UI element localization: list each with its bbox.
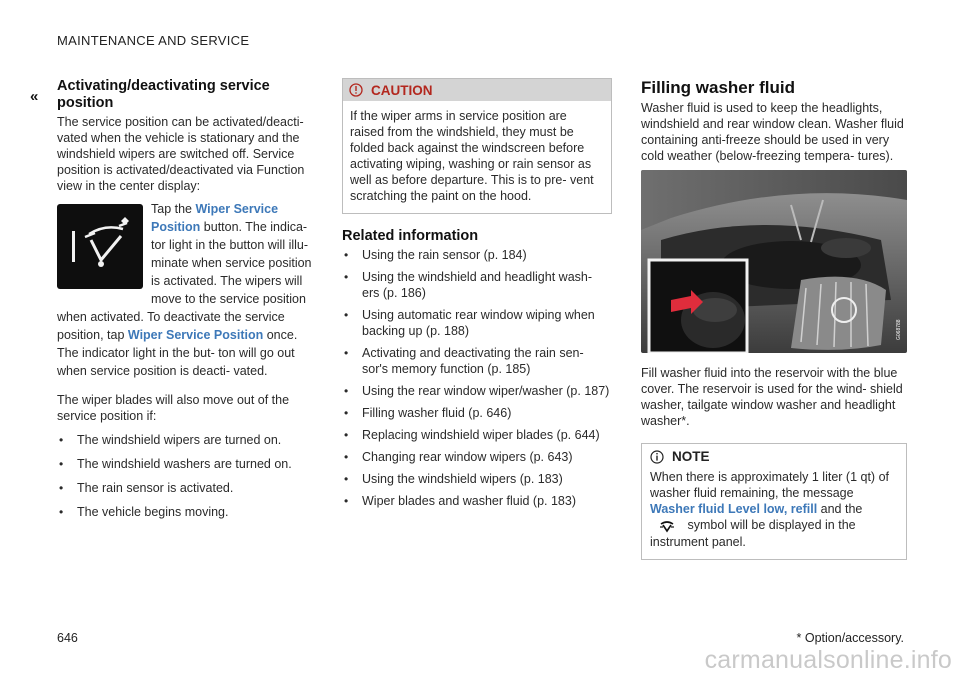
watermark: carmanualsonline.info	[704, 646, 952, 674]
note-title: NOTE	[672, 449, 710, 464]
service-position-intro: The service position can be activated/deacti- vated when the vehicle is stationary and the windshield wipers are switched off. Service position is activated/deactivated via Function view in the center display:	[57, 115, 305, 193]
fill-instructions: Fill washer fluid into the reservoir with the blue cover. The reservoir is used for the wind- shield washer, tailgate window washer and headlight washer*.	[641, 366, 903, 428]
section-header: MAINTENANCE AND SERVICE	[57, 33, 250, 48]
related-list	[342, 247, 612, 509]
caution-box	[342, 78, 612, 214]
list-item: • The windshield wipers are turned on.	[57, 432, 321, 448]
column-service-position	[57, 78, 321, 528]
related-link[interactable]: • Filling washer fluid (p. 646)	[342, 405, 612, 421]
photo-code: G068788	[896, 319, 902, 340]
column-caution-related	[342, 78, 612, 515]
note-text-part3: symbol will be displayed in the instrument panel.	[650, 518, 856, 549]
footnote: * Option/accessory.	[796, 631, 904, 645]
engine-bay-photo	[641, 170, 907, 353]
related-link[interactable]: • Using the windshield and headlight wash- ers (p. 186)	[342, 269, 612, 301]
conditions-list	[57, 432, 321, 520]
related-link[interactable]: • Replacing windshield wiper blades (p. 644)	[342, 427, 612, 443]
caution-text: If the wiper arms in service position are raised from the windshield, they must be folded back against the windscreen before activating wiping, washing or rain sensor as well as before departure. This is to pre- vent scratching the paint on the hood.	[350, 109, 594, 203]
related-link[interactable]: • Wiper blades and washer fluid (p. 183)	[342, 493, 612, 509]
note-box	[641, 443, 907, 560]
note-text-part1: When there is approximately 1 liter (1 qt) of washer fluid remaining, the message	[650, 470, 889, 500]
heading-filling-washer-fluid: Filling washer fluid	[641, 78, 795, 97]
blades-intro: The wiper blades will also move out of the service position if:	[57, 393, 290, 423]
caution-header	[343, 79, 611, 101]
tap-instruction	[57, 200, 321, 380]
caution-title: CAUTION	[371, 82, 433, 98]
washer-fluid-message: Washer fluid Level low, refill	[650, 502, 818, 516]
washer-intro: Washer fluid is used to keep the headlights, windshield and rear window clean. Washer fluid containing anti-freeze should be used in very cold weather (below-freezing tempera- tures).	[641, 101, 904, 163]
note-text-part2: and the	[817, 502, 863, 516]
note-text	[650, 469, 898, 550]
list-item: • The rain sensor is activated.	[57, 480, 321, 496]
list-item: • The windshield washers are turned on.	[57, 456, 321, 472]
related-link[interactable]: • Using the windshield wipers (p. 183)	[342, 471, 612, 487]
list-item: • The vehicle begins moving.	[57, 504, 321, 520]
warning-icon	[349, 83, 363, 97]
related-link[interactable]: • Changing rear window wipers (p. 643)	[342, 449, 612, 465]
washer-fluid-symbol-icon	[650, 518, 684, 534]
back-chevrons-icon[interactable]: «	[30, 88, 37, 105]
related-heading: Related information	[342, 228, 479, 244]
related-link[interactable]: • Using the rain sensor (p. 184)	[342, 247, 612, 263]
tap-rest: button. The indica- tor light in the button will illu- minate when service position is activated. The wipers will move to the service position when activated. To deactivate the service position, tap	[57, 220, 312, 342]
page-number: 646	[57, 631, 78, 645]
related-link[interactable]: • Activating and deactivating the rain sen- sor's memory function (p. 185)	[342, 345, 612, 377]
column-washer-fluid	[641, 78, 907, 560]
tap-end: once. The indicator light in the but- ton will go out when service position is deacti- vated.	[57, 328, 298, 378]
wiper-service-position-link-2[interactable]: Wiper Service Position	[127, 328, 264, 342]
heading-service-position: Activating/deactivating service position	[57, 78, 270, 111]
tap-prefix: Tap the	[151, 202, 196, 216]
note-header	[650, 449, 898, 464]
wiper-service-button-icon	[57, 204, 143, 289]
info-icon	[650, 450, 664, 464]
related-link[interactable]: • Using the rear window wiper/washer (p. 187)	[342, 383, 612, 399]
related-link[interactable]: • Using automatic rear window wiping when backing up (p. 188)	[342, 307, 612, 339]
wiper-service-position-link[interactable]: Wiper Service Position	[151, 202, 279, 234]
